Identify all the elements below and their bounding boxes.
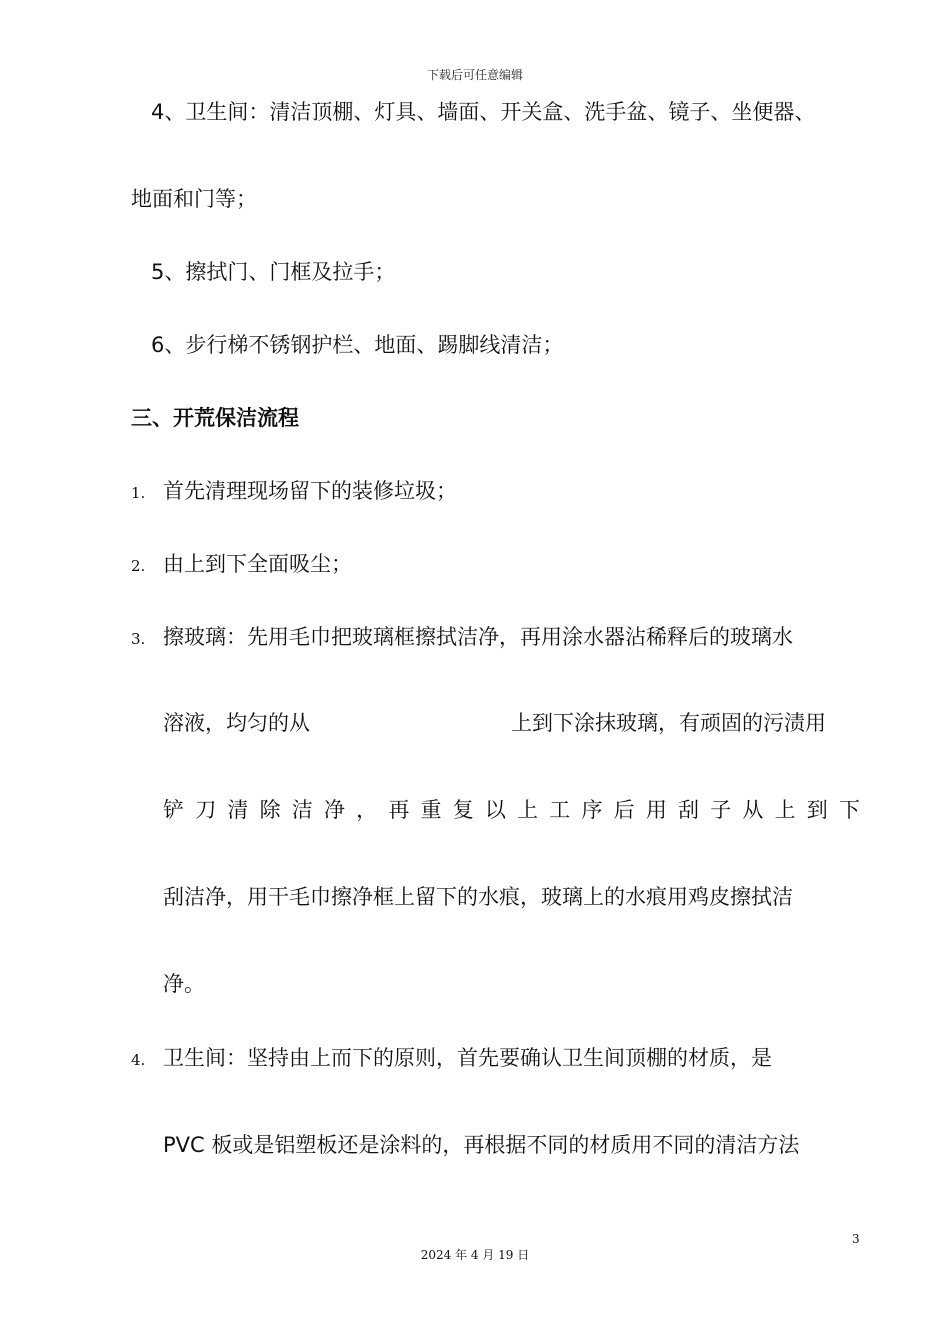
spaced-char: 上: [517, 798, 539, 822]
list-item-3-line-2-end: 上到下涂抹玻璃，有顽固的污渍用: [511, 711, 826, 735]
spaced-char: 从: [742, 798, 764, 822]
spaced-char: 刀: [195, 798, 217, 822]
list-item-3-line-1: 擦玻璃：先用毛巾把玻璃框擦拭洁净，再用涂水器沾稀释后的玻璃水: [163, 625, 793, 649]
spaced-char: 下: [838, 798, 860, 822]
section-two-item-4-line-2: 地面和门等；: [131, 187, 257, 211]
page-number: 3: [852, 1232, 860, 1246]
list-item-4-line-2: PVC 板或是铝塑板还是涂料的，再根据不同的材质用不同的清洁方法: [163, 1133, 800, 1157]
section-two-item-5: 5、擦拭门、门框及拉手；: [151, 260, 396, 284]
spaced-char: 清: [227, 798, 249, 822]
spaced-char: 复: [452, 798, 474, 822]
spaced-char: 子: [710, 798, 732, 822]
list-item-3-line-4: 刮洁净，用干毛巾擦净框上留下的水痕，玻璃上的水痕用鸡皮擦拭洁: [163, 885, 793, 909]
list-item-text: 首先清理现场留下的装修垃圾；: [163, 479, 457, 503]
section-three-heading: 三、开荒保洁流程: [131, 406, 299, 430]
spaced-char: 再: [388, 798, 410, 822]
section-two-item-4-line-1: 4、卫生间：清洁顶棚、灯具、墙面、开关盒、洗手盆、镜子、坐便器、: [151, 100, 816, 124]
spaced-char: 铲: [163, 798, 184, 822]
spaced-char: 上: [774, 798, 796, 822]
spaced-char: 序: [581, 798, 603, 822]
spaced-char: 到: [806, 798, 828, 822]
spaced-char: 洁: [291, 798, 313, 822]
spaced-char: 除: [259, 798, 281, 822]
list-item-number: 1.: [131, 484, 146, 502]
list-item-3-line-5: 净。: [163, 972, 205, 996]
spaced-char: 用: [645, 798, 667, 822]
list-item-number: 2.: [131, 557, 146, 575]
list-item-number: 3.: [131, 630, 146, 648]
spaced-char: ，: [356, 798, 378, 822]
spaced-char: 以: [484, 798, 506, 822]
list-item-4-line-1: 卫生间：坚持由上而下的原则，首先要确认卫生间顶棚的材质，是: [163, 1046, 772, 1070]
page-header: 下载后可任意编辑: [426, 68, 523, 82]
list-item-number: 4.: [131, 1051, 146, 1069]
spaced-char: 工: [549, 798, 571, 822]
spaced-char: 重: [420, 798, 442, 822]
list-item-3-line-2-start: 溶液，均匀的从: [163, 711, 310, 735]
section-two-item-6: 6、步行梯不锈钢护栏、地面、踢脚线清洁；: [151, 333, 564, 357]
footer-date: 2024 年 4 月 19 日: [420, 1248, 530, 1262]
spaced-char: 后: [613, 798, 635, 822]
spaced-char: 净: [323, 798, 345, 822]
list-item-text: 由上到下全面吸尘；: [163, 552, 352, 576]
spaced-char: 刮: [678, 798, 699, 822]
list-item-3-line-3: [163, 796, 860, 824]
